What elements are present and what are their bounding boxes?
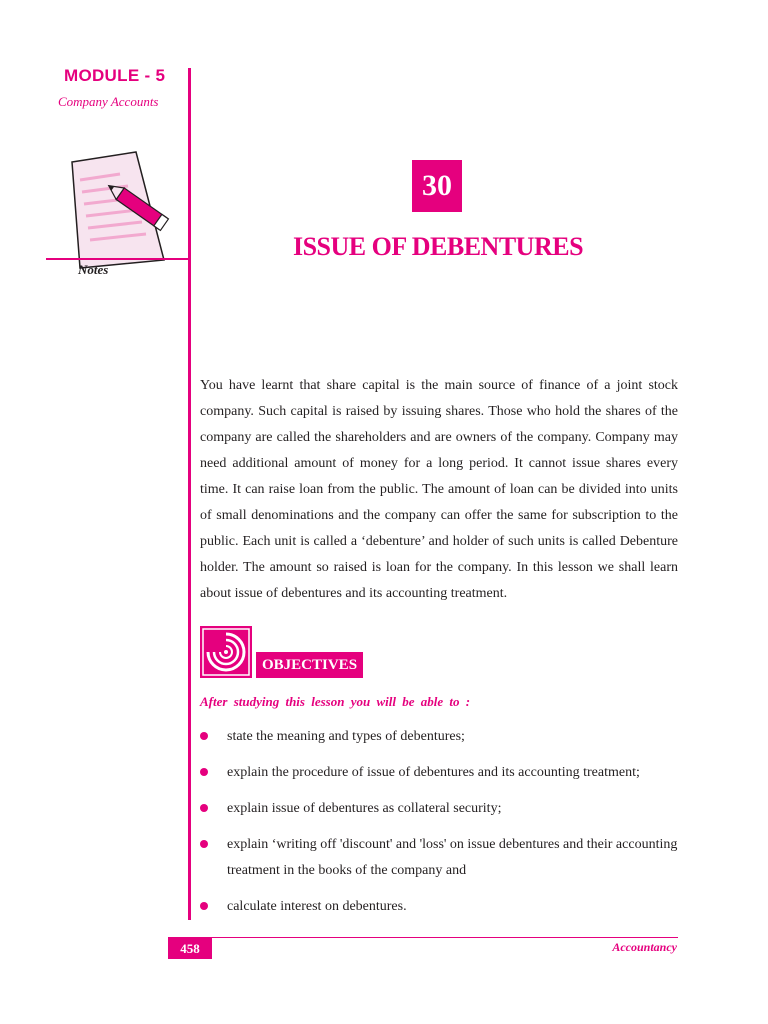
bullet-icon xyxy=(200,840,208,848)
module-subtitle: Company Accounts xyxy=(58,94,159,109)
list-item-text: explain the procedure of issue of debentures and its accounting treatment; xyxy=(227,765,640,780)
bullet-icon xyxy=(200,768,208,776)
module-title: MODULE - 5 xyxy=(64,66,166,85)
page-number: 458 xyxy=(168,938,212,959)
notepad-with-pencil-icon xyxy=(58,148,180,270)
margin-divider xyxy=(188,68,191,920)
list-item-text: state the meaning and types of debentures; xyxy=(227,729,465,744)
list-item xyxy=(196,796,678,822)
bullet-icon xyxy=(200,804,208,812)
list-item-text: explain ‘writing off 'discount' and 'loss' on issue debentures and their accounting treatment in the books of the company and xyxy=(227,837,678,878)
notes-label: Notes xyxy=(78,262,109,277)
lesson-number-badge: 30 xyxy=(412,160,462,212)
bullet-icon xyxy=(200,902,208,910)
list-item-text: calculate interest on debentures. xyxy=(227,899,407,914)
objectives-heading: OBJECTIVES xyxy=(256,652,363,678)
list-item xyxy=(196,760,678,786)
list-item-text: explain issue of debentures as collateral security; xyxy=(227,801,502,816)
notes-rule xyxy=(46,258,191,260)
footer-subject: Accountancy xyxy=(612,940,677,954)
footer-rule xyxy=(168,937,678,938)
objectives-intro: After studying this lesson you will be able to : xyxy=(200,694,471,709)
intro-paragraph: You have learnt that share capital is the main source of finance of a joint stock company. Such capital is raised by issuing shares. Those who hold the shares of the company are called the shareholders and are owners of the company. Company may need additional amount of money for a long period. It cannot issue shares every time. It can raise loan from the public. The amount of loan can be divided into units of small denominations and the company can offer the same for subscription to the public. Each unit is called a ‘debenture’ and holder of such units is called Debenture holder. The amount so raised is loan for the company. In this lesson we shall learn about issue of debentures and its accounting treatment. xyxy=(200,378,678,601)
list-item xyxy=(196,724,678,750)
objectives-list xyxy=(196,724,678,930)
lesson-title: ISSUE OF DEBENTURES xyxy=(292,232,584,261)
target-objectives-icon xyxy=(200,626,252,678)
bullet-icon xyxy=(200,732,208,740)
list-item xyxy=(196,832,678,884)
list-item xyxy=(196,894,678,920)
